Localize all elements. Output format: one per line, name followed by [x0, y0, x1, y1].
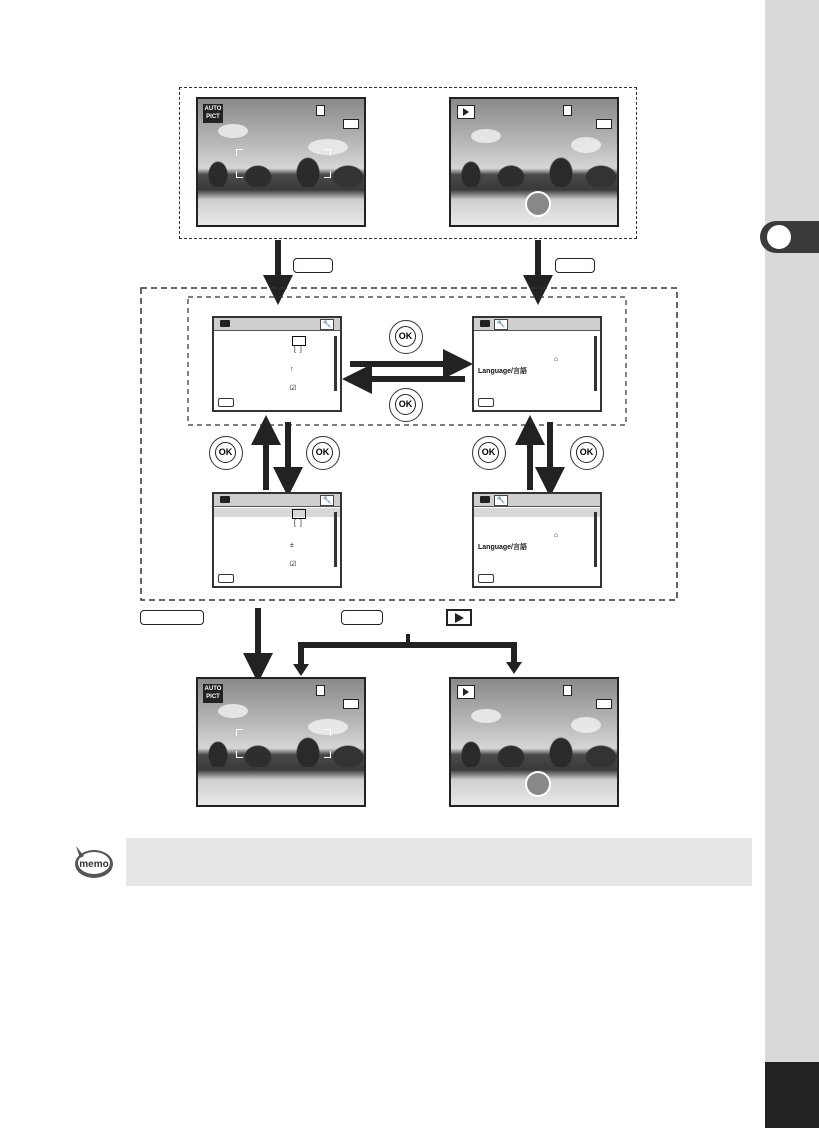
menu-key-icon: [555, 258, 595, 273]
scroll-bar: [594, 512, 597, 567]
menu-key-icon: [293, 258, 333, 273]
wrench-icon: 🔧: [320, 495, 334, 506]
ok-left-button-icon: [389, 388, 423, 422]
svg-text:memo: memo: [79, 859, 109, 870]
camera-tab-icon: [480, 496, 490, 503]
playback-icon: [457, 685, 475, 699]
ok-down-button-icon: [570, 436, 604, 470]
wrench-icon: 🔧: [494, 319, 508, 330]
ok-down-button-icon: [306, 436, 340, 470]
language-label: Language/言語: [478, 368, 528, 375]
ok-up-button-icon: [209, 436, 243, 470]
playback-mode-screen-bottom: [449, 677, 619, 807]
ok-up-button-icon: [472, 436, 506, 470]
memo-note-bar: [126, 838, 752, 886]
ok-label: OK: [478, 442, 499, 463]
playback-key-icon: [446, 609, 472, 626]
ok-label: OK: [395, 326, 416, 347]
menu-footer-icon: [478, 574, 494, 583]
wrench-icon: 🔧: [494, 495, 508, 506]
capture-mode-screen-bottom: [196, 677, 366, 807]
selected-row: [474, 508, 600, 517]
selected-row: [214, 508, 340, 517]
memory-card-icon: [316, 685, 325, 696]
rec-mode-menu-screen: 🔧 [ ] ↑ ☑: [212, 316, 342, 412]
camera-tab-icon: [220, 320, 230, 327]
auto-picture-icon: AUTO PICT: [203, 684, 223, 703]
menu-footer-icon: [478, 398, 494, 407]
camera-tab-icon: [480, 320, 490, 327]
rec-mode-menu-selected-screen: 🔧 [ ] ± ☑: [212, 492, 342, 588]
camera-tab-icon: [220, 496, 230, 503]
memo-icon: [70, 840, 114, 880]
scroll-bar: [334, 336, 337, 391]
ok-label: OK: [576, 442, 597, 463]
battery-icon: [596, 699, 612, 709]
scroll-bar: [334, 512, 337, 567]
auto-picture-icon: AUTO PICT: [203, 104, 223, 123]
setting-menu-selected-screen: 🔧 ⌂ Language/言語: [472, 492, 602, 588]
ok-right-button-icon: [389, 320, 423, 354]
battery-icon: [343, 699, 359, 709]
memory-card-icon: [563, 685, 572, 696]
shutter-key-icon: [140, 610, 204, 625]
menu-footer-icon: [218, 398, 234, 407]
four-way-controller-icon: [525, 771, 551, 797]
language-label: Language/言語: [478, 544, 528, 551]
scroll-bar: [594, 336, 597, 391]
ok-label: OK: [395, 394, 416, 415]
menu-footer-icon: [218, 574, 234, 583]
wrench-icon: 🔧: [320, 319, 334, 330]
ok-label: OK: [215, 442, 236, 463]
setting-menu-screen: 🔧 ⌂ Language/言語: [472, 316, 602, 412]
menu-key-icon: [341, 610, 383, 625]
ok-label: OK: [312, 442, 333, 463]
